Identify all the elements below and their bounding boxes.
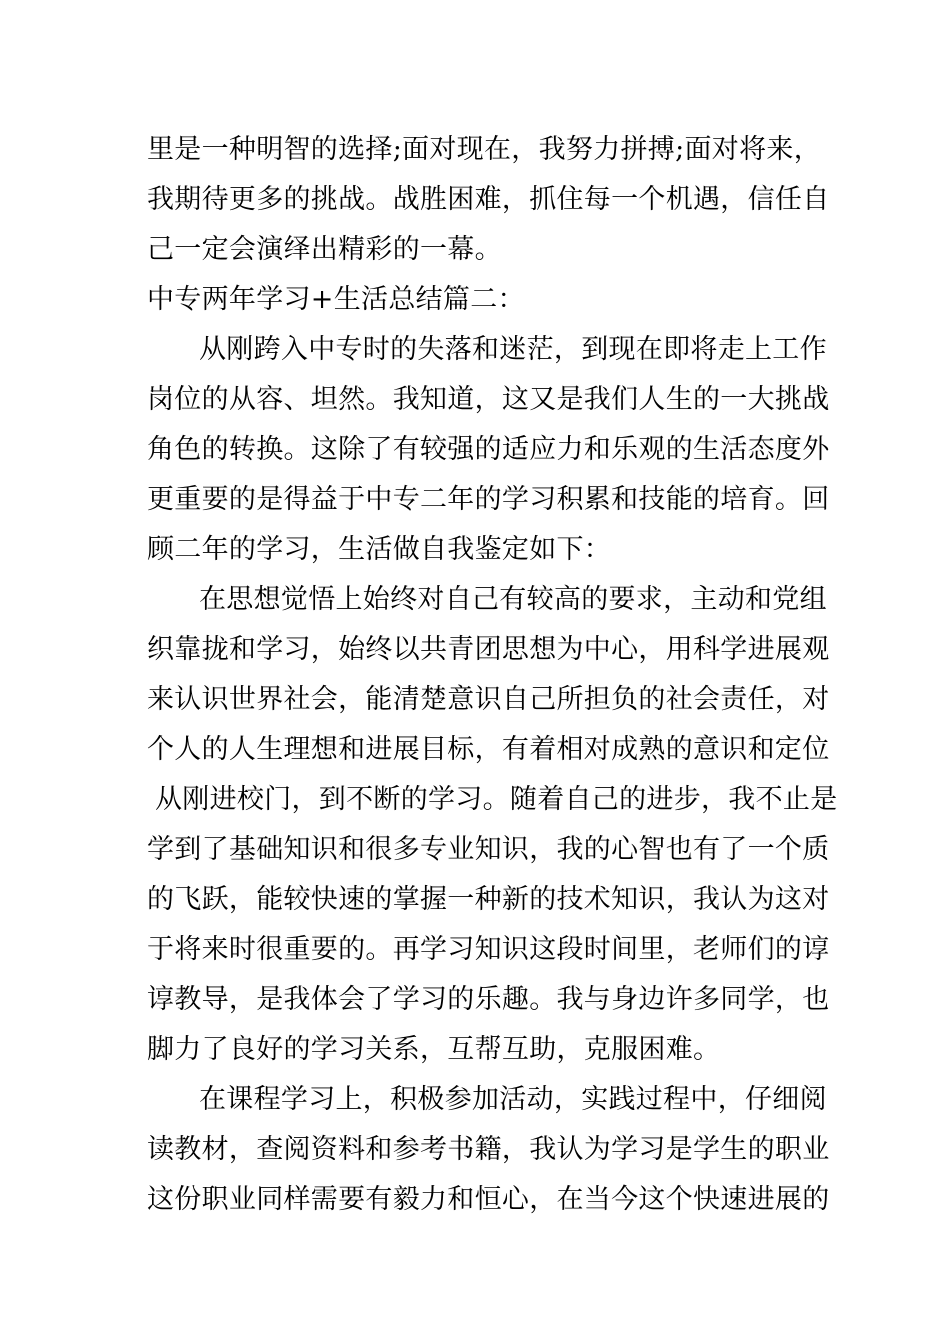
- section-heading: 中专两年学习+生活总结篇二：: [147, 284, 525, 315]
- text-line: 在思想觉悟上始终对自己有较高的要求，主动和党组: [199, 584, 827, 615]
- text-line: 角色的转换。这除了有较强的适应力和乐观的生活态度外: [147, 434, 830, 465]
- text-line: 谆教导，是我体会了学习的乐趣。我与身边许多同学，也: [147, 984, 830, 1015]
- text-line: 我期待更多的挑战。战胜困难，抓住每一个机遇，信任自: [147, 184, 830, 215]
- text-line: 己一定会演绎出精彩的一幕。: [147, 234, 502, 265]
- text-line: 学到了基础知识和很多专业知识，我的心智也有了一个质: [147, 834, 830, 865]
- text-line: 岗位的从容、坦然。我知道，这又是我们人生的一大挑战: [147, 384, 830, 415]
- text-line: 这份职业同样需要有毅力和恒心，在当今这个快速进展的: [147, 1184, 830, 1215]
- text-line: 从刚跨入中专时的失落和迷茫，到现在即将走上工作: [199, 334, 827, 365]
- text-line: 读教材，查阅资料和参考书籍，我认为学习是学生的职业: [147, 1134, 830, 1165]
- text-line: 脚力了良好的学习关系，互帮互助，克服困难。: [147, 1034, 721, 1065]
- text-line: 个人的人生理想和进展目标，有着相对成熟的意识和定位: [147, 734, 830, 765]
- text-line: 在课程学习上，积极参加活动，实践过程中，仔细阅: [199, 1084, 827, 1115]
- text-line: 织靠拢和学习，始终以共青团思想为中心，用科学进展观: [147, 634, 830, 665]
- text-line: 从刚进校门，到不断的学习。随着自己的进步，我不止是: [155, 784, 838, 815]
- text-line: 顾二年的学习，生活做自我鉴定如下：: [147, 534, 612, 565]
- document-body: [147, 125, 838, 1225]
- text-line: 更重要的是得益于中专二年的学习积累和技能的培育。回: [147, 484, 830, 515]
- text-line: 的飞跃，能较快速的掌握一种新的技术知识，我认为这对: [147, 884, 830, 915]
- text-line: 来认识世界社会，能清楚意识自己所担负的社会责任，对: [147, 684, 830, 715]
- text-line: 于将来时很重要的。再学习知识这段时间里，老师们的谆: [147, 934, 830, 965]
- text-line: 里是一种明智的选择;面对现在，我努力拼搏;面对将来，: [147, 134, 821, 165]
